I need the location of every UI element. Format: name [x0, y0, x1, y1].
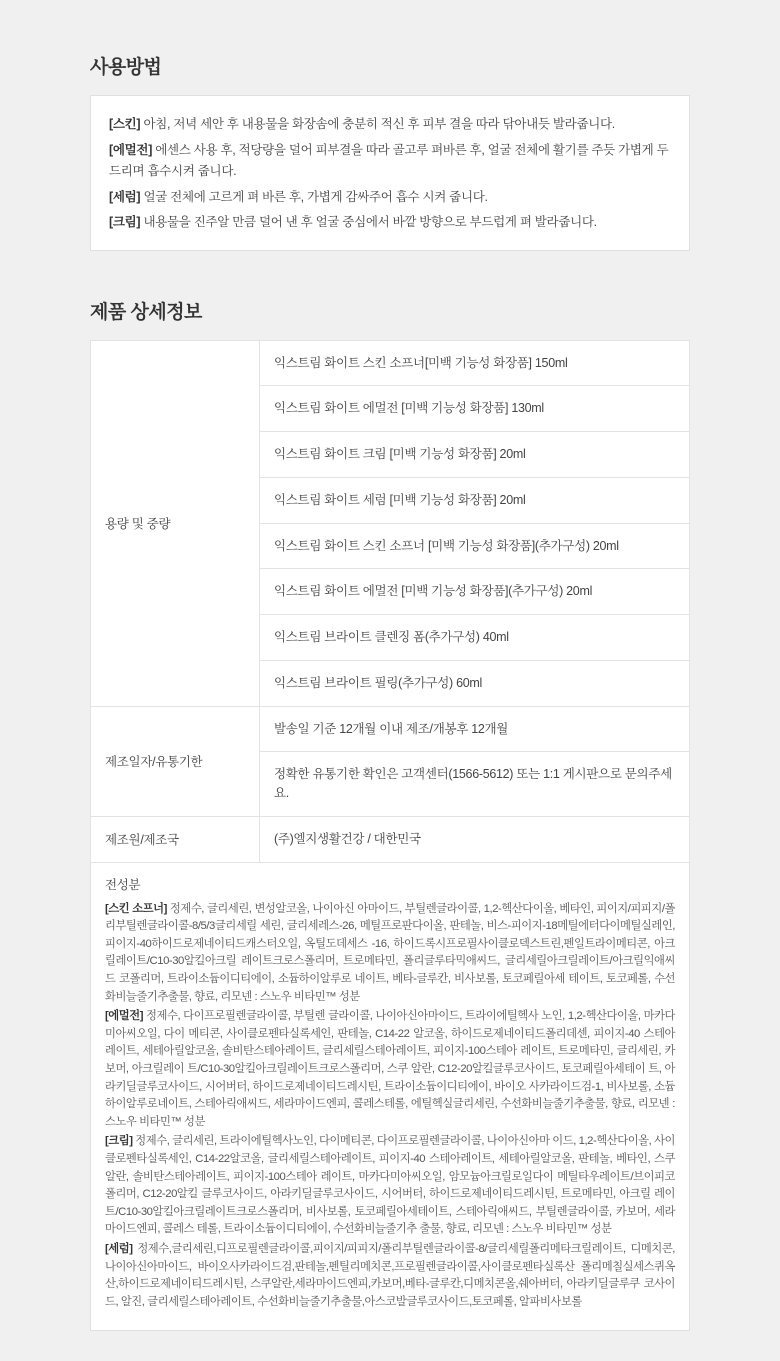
table-cell: 익스트림 화이트 에멀전 [미백 기능성 화장품] 130ml — [260, 386, 690, 432]
usage-line — [109, 140, 671, 183]
ingredient-paragraph-tag: [크림] — [105, 1135, 133, 1148]
ingredient-paragraph — [105, 1008, 675, 1131]
table-row — [91, 340, 690, 386]
ingredients-section — [90, 863, 690, 1331]
ingredients-header: 전성분 — [105, 877, 141, 892]
ingredients-body — [91, 901, 689, 1330]
ingredient-paragraph-tag: [에멀전] — [105, 1010, 144, 1023]
table-cell: 정확한 유통기한 확인은 고객센터(1566-5612) 또는 1:1 게시판으로 문의주세요. — [260, 752, 690, 817]
usage-line-tag: [세럼] — [109, 189, 141, 204]
usage-line — [109, 187, 671, 209]
usage-line — [109, 114, 671, 136]
table-cell: 익스트림 화이트 스킨 소프너[미백 기능성 화장품] 150ml — [260, 340, 690, 386]
usage-line-text: 아침, 저녁 세안 후 내용물을 화장솜에 충분히 적신 후 피부 결을 따라 닦아내듯 발라줍니다. — [140, 117, 615, 131]
ingredient-paragraph — [105, 901, 675, 1007]
table-row — [91, 706, 690, 752]
ingredient-paragraph-tag: [세럼] — [105, 1243, 133, 1256]
table-cell: 발송일 기준 12개월 이내 제조/개봉후 12개월 — [260, 706, 690, 752]
ingredient-paragraph — [105, 1133, 675, 1239]
detail-section-title: 제품 상세정보 — [90, 301, 202, 323]
table-cell: 익스트림 화이트 세럼 [미백 기능성 화장품] 20ml — [260, 477, 690, 523]
usage-line-tag: [스킨] — [109, 117, 141, 131]
usage-line-text: 에센스 사용 후, 적당량을 덜어 피부결을 따라 골고루 펴바른 후, 얼굴 전체에 활기를 주듯 가볍게 두드리며 흡수시켜 줍니다. — [109, 142, 669, 178]
row-header-manufacturer: 제조원/제조국 — [91, 816, 260, 862]
usage-line-tag: [에멀전] — [109, 142, 153, 157]
table-cell: 익스트림 화이트 스킨 소프너 [미백 기능성 화장품](추가구성) 20ml — [260, 523, 690, 569]
row-header-manufacture-date: 제조일자/유통기한 — [91, 706, 260, 816]
table-cell: (주)엘지생활건강 / 대한민국 — [260, 816, 690, 862]
ingredient-paragraph-text: 정제수,글리세린,디프로필렌글라이콜,피이지/피피지/폴리부틸렌글라이콜-8/글리세릴폴리메타크릴레이트, 디메치콘, 나이아신아마이드, 바이오사카라이드검,판테놀,펜틸리메치콘,프로필렌글라이콜,사이클로펜타실록산 폴리메칠실세스퀴옥산,하이드로제네이티드레시틴, 스쿠알란,세라마이드엔피,카보머,베타-글루칸,디메치콘올,쉐아버터, 아라키딜글루쿠 코사이드, 알진, 글리세릴스테아레이트, 수선화비늘줄기추출물,아스코발글루코사이드,토코페롤, 알파비사보롤 — [105, 1243, 675, 1308]
ingredient-paragraph-tag: [스킨 소프너] — [105, 902, 167, 915]
table-cell: 익스트림 브라이트 클렌징 폼(추가구성) 40ml — [260, 615, 690, 661]
row-header-volume: 용량 및 중량 — [91, 340, 260, 706]
ingredient-paragraph-text: 정제수, 글리세린, 트라이에틸헥사노인, 다이메티콘, 다이프로필렌글라이콜, 나이아신아마 이드, 1,2-헥산다이올, 사이클로펜타실록세인, C14-22알코올, 글리세릴스테아레이트, 피이지-40 스테아레이트, 세테아릴알코올, 판테놀, 베타인, 스쿠알란, 솔비탄스테아레이트, 피이지-100스테아 레이트, 마카다미아씨오일, 암모늄아크릴로일다이 메틸타우레이트/브이피코폴리머, C12-20알킬 글루코사이드, 아라키딜글루코사이드, 시어버터, 하이드로제네이티드레시틴, 트로메타민, 아크릴 레이트/C10-30알킬아크릴레이트크로스폴리머, 비사보롤, 토코페릴아세테이트, 스테아릭애씨드, 부틸렌글라이콜, 카보머, 세라마이드엔피, 콜레스 테롤, 트라이소듐이디티에이, 수선화비늘줄기추 출물, 향료, 리모넨 : 스노우 비타민™ 성분 — [105, 1135, 675, 1236]
usage-line-text: 내용물을 진주알 만큼 덜어 낸 후 얼굴 중심에서 바깥 방향으로 부드럽게 펴 발라줍니다. — [140, 215, 597, 229]
table-row — [91, 816, 690, 862]
table-cell: 익스트림 브라이트 필링(추가구성) 60ml — [260, 660, 690, 706]
ingredient-paragraph-text: 정제수, 글리세린, 변성알코올, 나이아신 아마이드, 부틸렌글라이콜, 1,2-헥산다이올, 베타인, 피이지/피피지/폴리부틸렌글라이콜-8/5/3글리세릴 세린, 글리세레스-26, 메틸프로판다이올, 판테놀, 비스-피이지-18메틸에터다이메틸실레인, 피이지-40하이드로제네이티드캐스터오일, 옥틸도데세스 -16, 하이드록시프로필사이클로덱스트린,펜일트라이메티콘, 아크릴레이트/C10-30알킬아크릴 레이트크로스폴리머, 트로메타민, 폴리글루타믹애씨드, 글리세릴아크릴레이트/아크릴익애씨드 코폴리머, 트라이소듐이디티에이, 소듐하이알루로 네이트, 베타-글루칸, 비사보롤, 토코페릴아세 테이트, 토코페롤, 수선화비늘줄기추출물, 향료, 리모넨 : 스노우 비타민™ 성분 — [105, 902, 675, 1003]
usage-line — [109, 212, 671, 234]
table-cell: 익스트림 화이트 에멀전 [미백 기능성 화장품](추가구성) 20ml — [260, 569, 690, 615]
table-cell: 익스트림 화이트 크림 [미백 기능성 화장품] 20ml — [260, 432, 690, 478]
usage-instructions-box — [90, 95, 690, 251]
ingredient-paragraph-text: 정제수, 다이프로필렌글라이콜, 부틸렌 글라이콜, 나이아신아마이드, 트라이에틸헥사 노인, 1,2-헥산다이올, 마카다미아씨오일, 다이 메티콘, 사이클로펜타실록세인, 판테놀, C14-22 알코올, 하이드로제네이티드폴리데센, 피이지-40 스테아레이트, 세테아릴알코올, 솔비탄스테아레이트, 글리세릴스테아레이트, 피이지-100스테아 레이트, 트로메타민, 글리세린, 카보머, 아크릴레이 트/C10-30알킬아크릴레이트크로스폴리머, 스쿠 알란, C12-20알킬글루코사이드, 토코페릴아세테이 트, 아라키딜글루코사이드, 시어버터, 하이드로제네이티드레시틴, 트라이소듐이디티에이, 바이오 사카라이드검-1, 비사보롤, 소듐하이알루로네이트, 스테아릭애씨드, 세라마이드엔피, 콜레스테롤, 에틸헥실글리세린, 수선화비늘줄기추출물, 향료, 리모넨 : 스노우 비타민™ 성분 — [105, 1010, 675, 1128]
usage-line-tag: [크림] — [109, 215, 141, 229]
usage-section-title: 사용방법 — [90, 57, 162, 78]
usage-line-text: 얼굴 전체에 고르게 펴 바른 후, 가볍게 감싸주어 흡수 시켜 줍니다. — [140, 189, 488, 204]
product-detail-table — [90, 340, 690, 863]
